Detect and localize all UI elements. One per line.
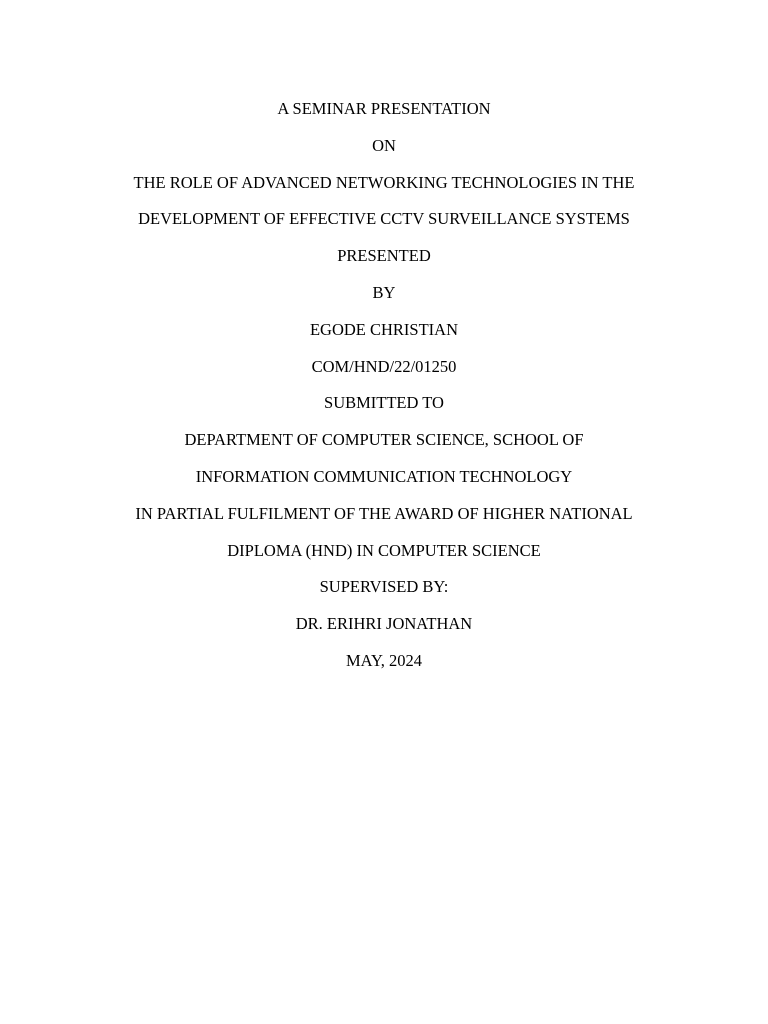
cover-line-topic-1: THE ROLE OF ADVANCED NETWORKING TECHNOLOGIES IN THE [133,172,635,192]
cover-line-on: ON [372,135,396,155]
cover-line-heading: A SEMINAR PRESENTATION [277,99,491,118]
cover-line-submitted-to: SUBMITTED TO [324,393,444,413]
cover-line-supervised-by: SUPERVISED BY: [319,577,449,597]
cover-line-department-1: DEPARTMENT OF COMPUTER SCIENCE, SCHOOL OF [184,430,584,450]
cover-line-topic-2: DEVELOPMENT OF EFFECTIVE CCTV SURVEILLANCE SYSTEMS [138,209,630,229]
cover-line-by: BY [372,282,396,302]
cover-line-date: MAY, 2024 [345,650,423,670]
cover-line-award-1: IN PARTIAL FULFILMENT OF THE AWARD OF HIGHER NATIONAL [135,503,633,523]
cover-line-presented: PRESENTED [337,246,431,266]
cover-line-matric-number: COM/HND/22/01250 [311,356,457,376]
cover-line-author-name: EGODE CHRISTIAN [309,319,459,339]
cover-line-award-2: DIPLOMA (HND) IN COMPUTER SCIENCE [227,540,541,560]
cover-line-department-2: INFORMATION COMMUNICATION TECHNOLOGY [195,466,573,486]
cover-title-block [0,91,768,680]
cover-line-supervisor-name: DR. ERIHRI JONATHAN [295,614,473,634]
